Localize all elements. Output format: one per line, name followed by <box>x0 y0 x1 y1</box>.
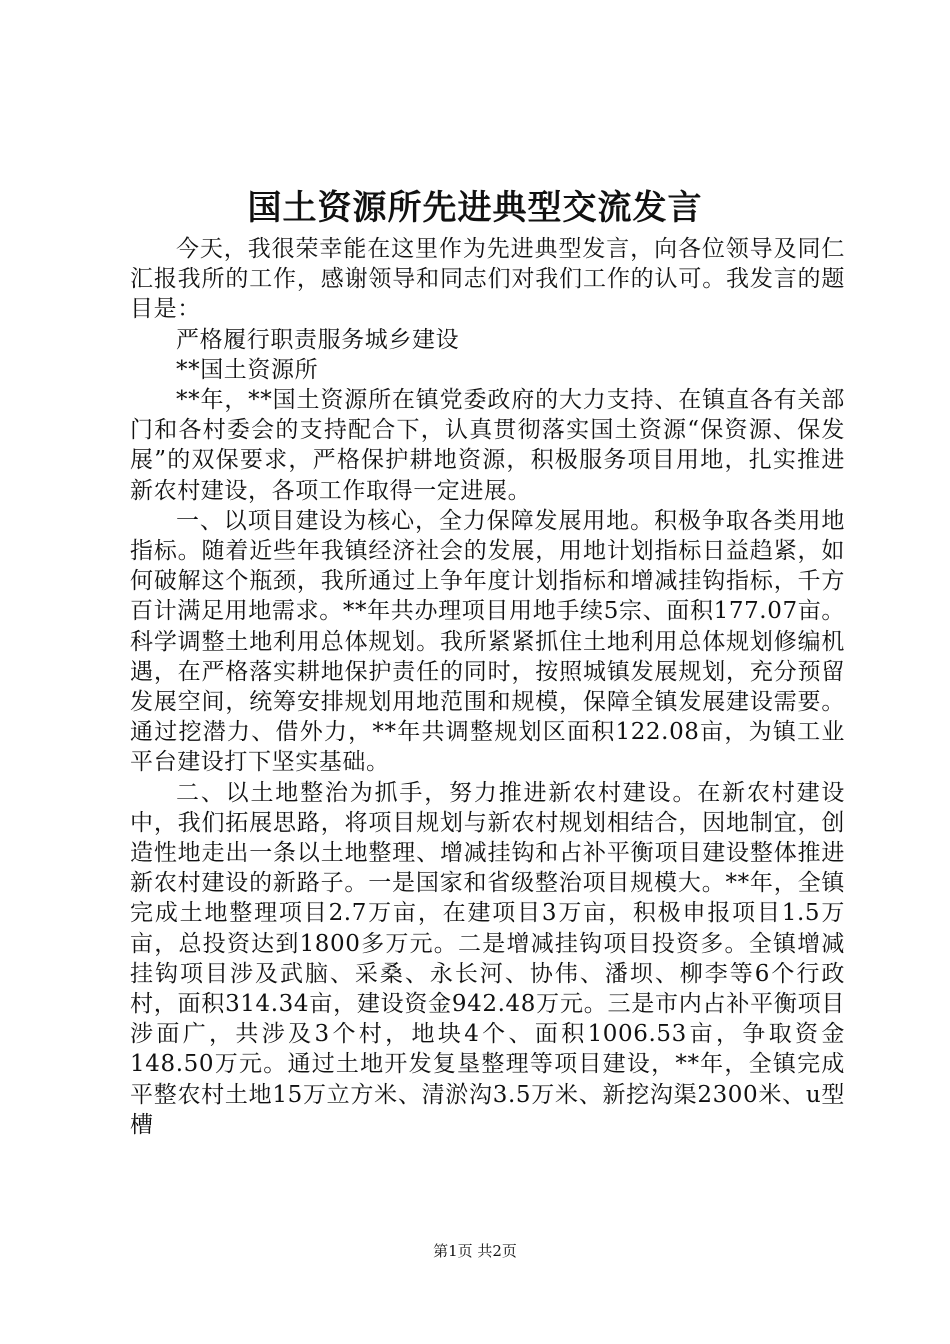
page-footer: 第1页 共2页 <box>433 1242 517 1260</box>
document-title: 国土资源所先进典型交流发言 <box>247 188 703 228</box>
document-body <box>130 234 845 1140</box>
paragraph-section-two: 二、以土地整治为抓手，努力推进新农村建设。在新农村建设中，我们拓展思路，将项目规划与新农村规划相结合，因地制宜，创造性地走出一条以土地整理、增减挂钩和占补平衡项目建设整体推进新农村建设的新路子。一是国家和省级整治项目规模大。**年，全镇完成土地整理项目2.7万亩，在建项目3万亩，积极申报项目1.5万亩，总投资达到1800多万元。二是增减挂钩项目投资多。全镇增减挂钩项目涉及武脑、采桑、永长河、协伟、潘坝、柳李等6个行政村，面积314.34亩，建设资金942.48万元。三是市内占补平衡项目涉面广，共涉及3个村，地块4个、面积1006.53亩，争取资金148.50万元。通过土地开发复垦整理等项目建设，**年，全镇完成平整农村土地15万立方米、清淤沟3.5万米、新挖沟渠2300米、u型槽 <box>130 779 845 1138</box>
paragraph-intro: 今天，我很荣幸能在这里作为先进典型发言，向各位领导及同仁汇报我所的工作，感谢领导和同志们对我们工作的认可。我发言的题目是： <box>130 236 845 323</box>
paragraph-organization: **国土资源所 <box>176 356 319 383</box>
paragraph-section-one: 一、以项目建设为核心，全力保障发展用地。积极争取各类用地指标。随着近些年我镇经济社会的发展，用地计划指标日益趋紧，如何破解这个瓶颈，我所通过上争年度计划指标和增减挂钩指标，千方百计满足用地需求。**年共办理项目用地手续5宗、面积177.07亩。科学调整土地利用总体规划。我所紧紧抓住土地利用总体规划修编机遇，在严格落实耕地保护责任的同时，按照城镇发展规划，充分预留发展空间，统筹安排规划用地范围和规模，保障全镇发展建设需要。通过挖潜力、借外力，**年共调整规划区面积122.08亩，为镇工业平台建设打下坚实基础。 <box>130 507 845 776</box>
paragraph-speech-topic: 严格履行职责服务城乡建设 <box>176 326 460 353</box>
paragraph-overview: **年，**国土资源所在镇党委政府的大力支持、在镇直各有关部门和各村委会的支持配合下，认真贯彻落实国土资源“保资源、保发展”的双保要求，严格保护耕地资源，积极服务项目用地，扎实推进新农村建设，各项工作取得一定进展。 <box>130 387 845 504</box>
